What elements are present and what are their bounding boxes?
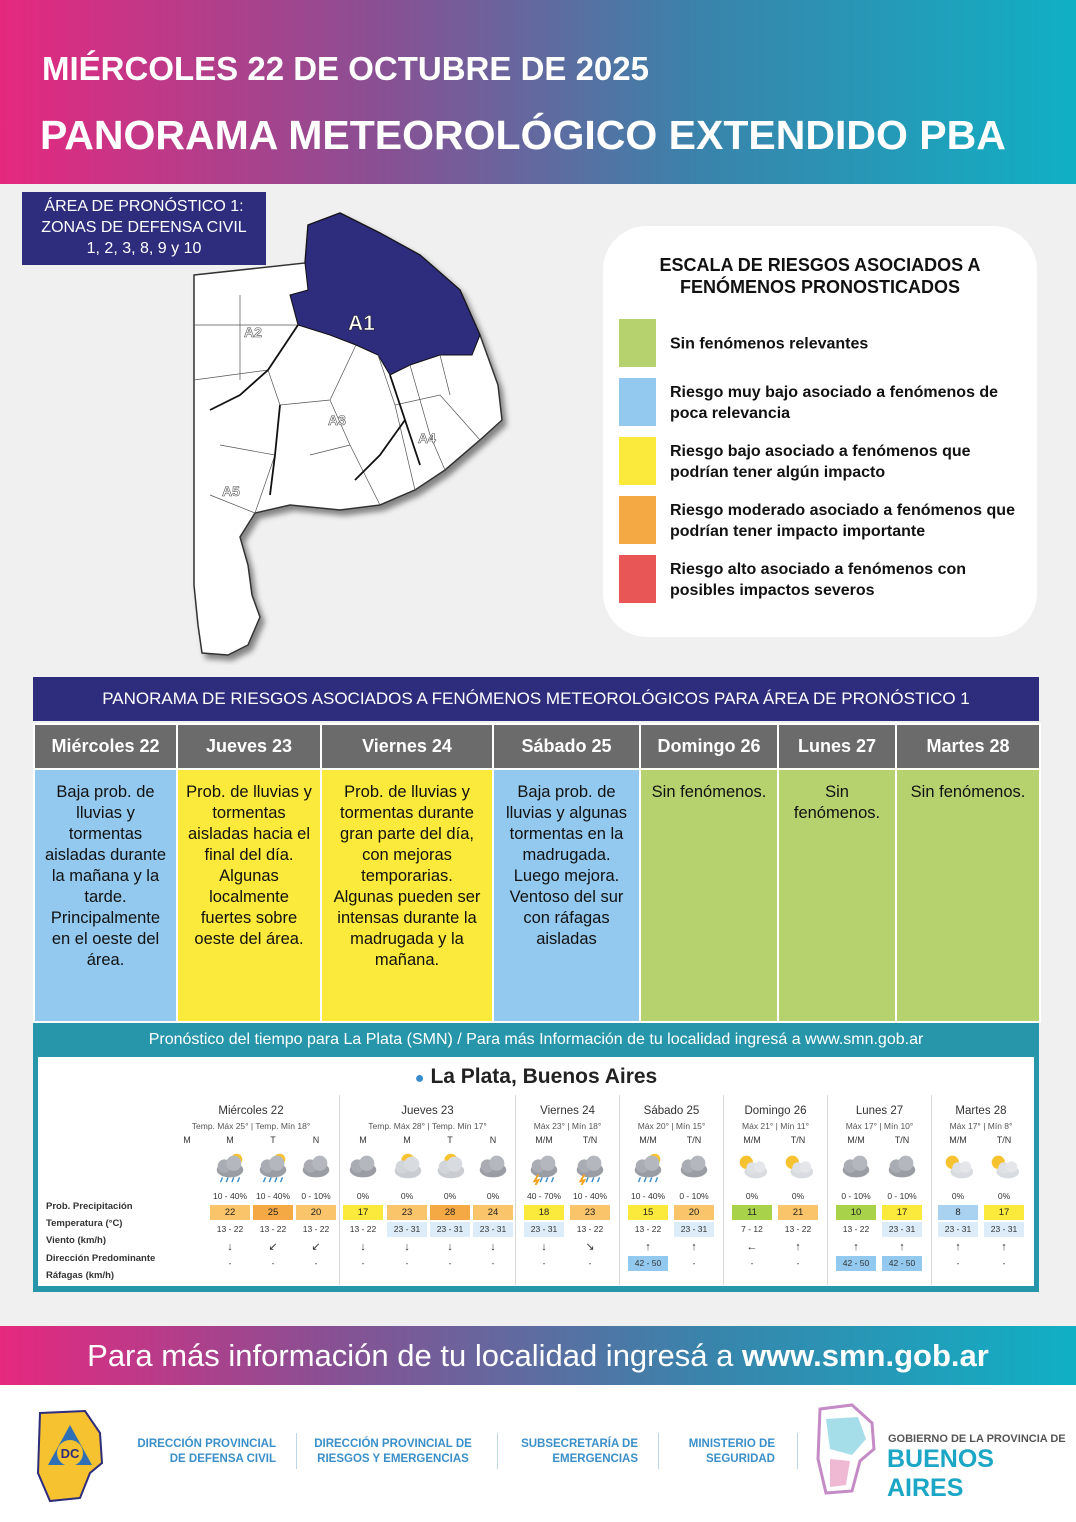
weather-rain-sun-icon xyxy=(210,1149,250,1185)
slot-precip: 0 - 10% xyxy=(841,1191,871,1201)
risk-day-cell: Baja prob. de lluvias y algunas tormentas en la madrugada. Luego mejora. Ventoso del sur con ráfagas aisladas xyxy=(493,769,640,1022)
row-label-gusts: Ráfagas (km/h) xyxy=(46,1270,115,1281)
buenos-aires-emblem xyxy=(812,1399,882,1499)
slot-gust: 42 - 50 xyxy=(836,1256,876,1271)
slot-temp: 8 xyxy=(938,1205,978,1220)
risk-scale-card xyxy=(603,226,1037,637)
slot-temp: 15 xyxy=(628,1205,668,1220)
slot-precip: 0% xyxy=(400,1191,414,1201)
slot-precip: 0 - 10% xyxy=(887,1191,917,1201)
risk-day-header: Lunes 27 xyxy=(778,724,896,769)
forecast-slot xyxy=(628,1135,668,1271)
logos-bar xyxy=(0,1385,1076,1522)
weather-rain-sun-icon xyxy=(253,1149,293,1185)
slot-wind: 13 - 22 xyxy=(259,1224,287,1234)
forecast-day-temps: Máx 17° | Mín 10° xyxy=(845,1121,914,1131)
forecast-day xyxy=(827,1095,931,1285)
forecast-day-temps: Máx 21° | Mín 11° xyxy=(742,1121,809,1131)
slot-temp: 20 xyxy=(674,1205,714,1220)
slot-period: N xyxy=(312,1135,320,1145)
slot-period: T xyxy=(270,1135,276,1145)
risk-swatch xyxy=(619,319,656,367)
risk-scale-item xyxy=(619,378,1019,428)
forecast-day xyxy=(931,1095,1030,1285)
forecast-slot xyxy=(167,1135,207,1257)
forecast-day xyxy=(163,1095,339,1285)
row-label-temp: Temperatura (°C) xyxy=(46,1218,123,1229)
page-title: PANORAMA METEOROLÓGICO EXTENDIDO PBA xyxy=(40,112,1006,158)
risk-scale-item xyxy=(619,319,1019,369)
weather-storm-icon xyxy=(524,1149,564,1185)
weather-blank-icon xyxy=(167,1149,207,1185)
slot-temp: 17 xyxy=(984,1205,1024,1220)
slot-temp: 28 xyxy=(430,1205,470,1220)
wind-direction-arrow-icon: ↑ xyxy=(1001,1241,1007,1253)
slot-precip: 0% xyxy=(486,1191,500,1201)
weather-cloud-icon xyxy=(882,1149,922,1185)
smn-header: Pronóstico del tiempo para La Plata (SMN) / Para más Información de tu localidad ingresá a www.smn.gob.ar xyxy=(148,1031,924,1048)
weather-sun-cloud-icon xyxy=(732,1149,772,1185)
footer-banner xyxy=(0,1326,1076,1385)
slot-gust: - xyxy=(314,1258,318,1268)
slot-precip: 10 - 40% xyxy=(212,1191,248,1201)
risk-swatch xyxy=(619,437,656,485)
footer-text: Para más información de tu localidad ingresá a xyxy=(87,1338,742,1373)
risk-scale-label: Riesgo moderado asociado a fenómenos que podrían tener impacto importante xyxy=(670,502,1015,540)
map-label-a2: A2 xyxy=(244,324,262,340)
forecast-slot xyxy=(984,1135,1024,1271)
slot-wind xyxy=(167,1208,207,1223)
slot-period: T/N xyxy=(894,1135,910,1145)
map-label-a5: A5 xyxy=(222,483,240,499)
forecast-slot xyxy=(430,1135,470,1271)
slot-period: T/N xyxy=(996,1135,1012,1145)
wind-direction-arrow-icon: ↙ xyxy=(268,1241,278,1253)
map-label-a1: A1 xyxy=(348,312,375,335)
risk-day-header: Domingo 26 xyxy=(640,724,778,769)
risk-day-cell: Prob. de lluvias y tormentas aisladas hacia el final del día. Algunas localmente fuertes sobre oeste del área. xyxy=(177,769,321,1022)
slot-wind: 23 - 31 xyxy=(430,1222,470,1237)
slot-wind: 23 - 31 xyxy=(473,1222,513,1237)
header-banner xyxy=(0,0,1076,184)
risk-swatch xyxy=(619,496,656,544)
slot-gust: - xyxy=(692,1258,696,1268)
slot-period: M xyxy=(226,1135,234,1145)
risk-day-header: Martes 28 xyxy=(896,724,1040,769)
risk-day-cell: Baja prob. de lluvias y tormentas aisladas durante la mañana y la tarde. Principalmente en el oeste del área. xyxy=(34,769,177,1022)
risk-scale-label: Riesgo muy bajo asociado a fenómenos de poca relevancia xyxy=(670,384,999,422)
weather-sun-cloud-icon xyxy=(938,1149,978,1185)
forecast-day-temps: Máx 20° | Mín 15° xyxy=(637,1121,706,1131)
slot-temp: 18 xyxy=(524,1205,564,1220)
wind-direction-arrow-icon: ↓ xyxy=(447,1241,453,1253)
forecast-slot xyxy=(882,1135,922,1271)
slot-period: N xyxy=(489,1135,497,1145)
slot-precip: 0% xyxy=(745,1191,759,1201)
slot-temp: 17 xyxy=(343,1205,383,1220)
slot-gust xyxy=(167,1242,207,1257)
risk-swatch xyxy=(619,555,656,603)
forecast-day-name: Miércoles 22 xyxy=(218,1105,284,1117)
slot-temp: 20 xyxy=(296,1205,336,1220)
page-date: MIÉRCOLES 22 DE OCTUBRE DE 2025 xyxy=(42,50,649,87)
slot-wind: 13 - 22 xyxy=(784,1224,812,1234)
wind-direction-arrow-icon: ↓ xyxy=(360,1241,366,1253)
forecast-day-temps: Máx 23° | Mín 18° xyxy=(533,1121,602,1131)
slot-gust: - xyxy=(750,1258,754,1268)
slot-period: T/N xyxy=(582,1135,598,1145)
wind-direction-arrow-icon xyxy=(167,1225,207,1241)
forecast-slot xyxy=(524,1135,564,1271)
forecast-slot xyxy=(570,1135,610,1271)
slot-period: M/M xyxy=(949,1135,967,1145)
slot-wind: 13 - 22 xyxy=(634,1224,662,1234)
weather-rain-sun-icon xyxy=(628,1149,668,1185)
slot-gust: - xyxy=(228,1258,232,1268)
weather-cloud-sun-icon xyxy=(387,1149,427,1185)
forecast-day-name: Jueves 23 xyxy=(401,1105,454,1117)
location-title xyxy=(38,1065,1034,1089)
forecast-day-name: Martes 28 xyxy=(955,1105,1007,1117)
slot-gust: - xyxy=(796,1258,800,1268)
org-riesgos: DIRECCIÓN PROVINCIAL DE RIESGOS Y EMERGENCIAS xyxy=(314,1438,472,1465)
slot-gust: - xyxy=(361,1258,365,1268)
slot-gust: 42 - 50 xyxy=(882,1256,922,1271)
risk-table xyxy=(33,723,1041,1023)
weather-sun-cloud-icon xyxy=(778,1149,818,1185)
slot-wind: 23 - 31 xyxy=(387,1222,427,1237)
risk-day-cell: Sin fenómenos. xyxy=(640,769,778,1022)
weather-sun-cloud-icon xyxy=(984,1149,1024,1185)
wind-direction-arrow-icon: ↑ xyxy=(955,1241,961,1253)
slot-wind: 13 - 22 xyxy=(842,1224,870,1234)
slot-wind: 23 - 31 xyxy=(524,1222,564,1237)
forecast-slot xyxy=(387,1135,427,1271)
weather-cloud-icon xyxy=(674,1149,714,1185)
slot-gust: - xyxy=(1002,1258,1006,1268)
risk-scale-title: ESCALA DE RIESGOS ASOCIADOS A FENÓMENOS PRONOSTICADOS xyxy=(659,255,981,297)
slot-period: M xyxy=(403,1135,411,1145)
slot-gust: - xyxy=(956,1258,960,1268)
row-label-wind: Viento (km/h) xyxy=(46,1235,106,1246)
risk-scale-item xyxy=(619,496,1019,546)
slot-precip: 0% xyxy=(443,1191,457,1201)
org-ministerio: MINISTERIO DE SEGURIDAD xyxy=(688,1438,775,1465)
risk-day-header: Viernes 24 xyxy=(321,724,493,769)
forecast-slot xyxy=(938,1135,978,1271)
forecast-day-name: Domingo 26 xyxy=(744,1105,807,1117)
map-label-a3: A3 xyxy=(328,412,346,428)
slot-precip: 0% xyxy=(997,1191,1011,1201)
forecast-day xyxy=(339,1095,515,1285)
weather-cloud-sun-icon xyxy=(430,1149,470,1185)
area-line-3: 1, 2, 3, 8, 9 y 10 xyxy=(86,240,202,257)
forecast-slot xyxy=(343,1135,383,1271)
forecast-day-name: Lunes 27 xyxy=(855,1105,904,1117)
wind-direction-arrow-icon: ↑ xyxy=(795,1241,801,1253)
slot-period: T xyxy=(447,1135,453,1145)
wind-direction-arrow-icon: ↑ xyxy=(899,1241,905,1253)
divider xyxy=(296,1433,297,1469)
wind-direction-arrow-icon: ↑ xyxy=(691,1241,697,1253)
smn-forecast-widget xyxy=(38,1057,1034,1286)
slot-precip: 10 - 40% xyxy=(630,1191,666,1201)
slot-temp: 11 xyxy=(732,1205,772,1220)
forecast-day xyxy=(619,1095,723,1285)
wind-direction-arrow-icon: ← xyxy=(746,1241,758,1253)
panorama-title: PANORAMA DE RIESGOS ASOCIADOS A FENÓMENOS METEOROLÓGICOS PARA ÁREA DE PRONÓSTICO 1 xyxy=(33,677,1039,721)
divider xyxy=(658,1433,659,1469)
wind-direction-arrow-icon: ↓ xyxy=(404,1241,410,1253)
forecast-area-label xyxy=(22,192,266,265)
slot-period: M/M xyxy=(535,1135,553,1145)
forecast-slot xyxy=(674,1135,714,1271)
slot-temp: 24 xyxy=(473,1205,513,1220)
weather-cloud-icon xyxy=(296,1149,336,1185)
weather-storm-icon xyxy=(570,1149,610,1185)
row-label-direction: Dirección Predominante xyxy=(46,1253,156,1264)
risk-scale-item xyxy=(619,437,1019,487)
forecast-day-temps: Temp. Máx 28° | Temp. Mín 17° xyxy=(368,1121,487,1131)
risk-day-header: Jueves 23 xyxy=(177,724,321,769)
slot-precip: 0% xyxy=(791,1191,805,1201)
forecast-slot xyxy=(473,1135,513,1271)
forecast-day xyxy=(723,1095,827,1285)
slot-gust: - xyxy=(405,1258,409,1268)
risk-swatch xyxy=(619,378,656,426)
forecast-day xyxy=(515,1095,619,1285)
wind-direction-arrow-icon: ↑ xyxy=(645,1241,651,1253)
org-defensa-civil: DIRECCIÓN PROVINCIAL DE DEFENSA CIVIL xyxy=(137,1438,276,1465)
slot-precip: 0% xyxy=(951,1191,965,1201)
province-map xyxy=(180,205,520,665)
slot-precip: 10 - 40% xyxy=(255,1191,291,1201)
slot-period: T/N xyxy=(686,1135,702,1145)
slot-wind: 13 - 22 xyxy=(349,1224,377,1234)
slot-period: T/N xyxy=(790,1135,806,1145)
slot-gust: - xyxy=(542,1258,546,1268)
forecast-slot xyxy=(732,1135,772,1271)
forecast-slot xyxy=(210,1135,250,1271)
slot-temp: 23 xyxy=(570,1205,610,1220)
slot-wind: 23 - 31 xyxy=(674,1222,714,1237)
forecast-slot xyxy=(253,1135,293,1271)
risk-day-header: Sábado 25 xyxy=(493,724,640,769)
slot-temp: 22 xyxy=(210,1205,250,1220)
slot-wind: 23 - 31 xyxy=(938,1222,978,1237)
slot-wind: 23 - 31 xyxy=(882,1222,922,1237)
slot-wind: 13 - 22 xyxy=(216,1224,244,1234)
slot-precip: 40 - 70% xyxy=(526,1191,562,1201)
risk-day-header: Miércoles 22 xyxy=(34,724,177,769)
location-pin-icon: ● xyxy=(414,1070,425,1087)
slot-precip: 0 - 10% xyxy=(301,1191,331,1201)
risk-day-cell: Sin fenómenos. xyxy=(896,769,1040,1022)
row-label-precip: Prob. Precipitación xyxy=(46,1201,133,1212)
forecast-slot xyxy=(836,1135,876,1271)
slot-gust: - xyxy=(271,1258,275,1268)
slot-temp: 21 xyxy=(778,1205,818,1220)
footer-link[interactable]: www.smn.gob.ar xyxy=(741,1338,989,1373)
slot-precip: 0 - 10% xyxy=(679,1191,709,1201)
map-label-a4: A4 xyxy=(418,430,436,446)
forecast-day-name: Viernes 24 xyxy=(540,1105,595,1117)
risk-day-cell: Prob. de lluvias y tormentas durante gran parte del día, con mejoras temporarias. Algunas pueden ser intensas durante la madrugada y la mañana. xyxy=(321,769,493,1022)
divider xyxy=(797,1433,798,1469)
slot-gust: - xyxy=(448,1258,452,1268)
wind-direction-arrow-icon: ↓ xyxy=(227,1241,233,1253)
forecast-day-temps: Máx 17° | Mín 8° xyxy=(949,1121,1013,1131)
risk-scale-label: Sin fenómenos relevantes xyxy=(670,335,869,353)
slot-period: M xyxy=(183,1135,191,1145)
slot-precip: 0% xyxy=(356,1191,370,1201)
risk-scale-label: Riesgo bajo asociado a fenómenos que podrían tener algún impacto xyxy=(670,443,971,481)
weather-cloud-icon xyxy=(836,1149,876,1185)
wind-direction-arrow-icon: ↓ xyxy=(490,1241,496,1253)
slot-temp: 17 xyxy=(882,1205,922,1220)
slot-temp: 10 xyxy=(836,1205,876,1220)
slot-period: M/M xyxy=(639,1135,657,1145)
slot-wind: 23 - 31 xyxy=(984,1222,1024,1237)
slot-wind: 13 - 22 xyxy=(302,1224,330,1234)
slot-temp: 25 xyxy=(253,1205,293,1220)
slot-wind: 13 - 22 xyxy=(576,1224,604,1234)
slot-gust: 42 - 50 xyxy=(628,1256,668,1271)
slot-period: M/M xyxy=(847,1135,865,1145)
location-name: La Plata, Buenos Aires xyxy=(430,1065,658,1088)
wind-direction-arrow-icon: ↑ xyxy=(853,1241,859,1253)
slot-precip: 10 - 40% xyxy=(572,1191,608,1201)
area-line-2: ZONAS DE DEFENSA CIVIL xyxy=(41,219,247,236)
gov-title: BUENOS AIRES xyxy=(887,1445,994,1502)
area-line-1: ÁREA DE PRONÓSTICO 1: xyxy=(44,198,244,215)
divider xyxy=(497,1433,498,1469)
gov-subtitle: GOBIERNO DE LA PROVINCIA DE xyxy=(888,1433,1066,1445)
risk-scale-label: Riesgo alto asociado a fenómenos con posibles impactos severos xyxy=(670,561,967,599)
forecast-slot xyxy=(296,1135,336,1271)
slot-gust: - xyxy=(491,1258,495,1268)
forecast-day-temps: Temp. Máx 25° | Temp. Mín 18° xyxy=(191,1121,311,1131)
forecast-slot xyxy=(778,1135,818,1271)
risk-scale-item xyxy=(619,555,1019,605)
slot-temp: 23 xyxy=(387,1205,427,1220)
slot-period: M xyxy=(359,1135,367,1145)
forecast-day-name: Sábado 25 xyxy=(643,1105,700,1117)
dc-logo-text: DC xyxy=(60,1446,80,1461)
slot-period: M/M xyxy=(743,1135,761,1145)
org-subsecretaria: SUBSECRETARÍA DE EMERGENCIAS xyxy=(521,1438,638,1465)
wind-direction-arrow-icon: ↙ xyxy=(311,1241,321,1253)
weather-cloud-icon xyxy=(343,1149,383,1185)
wind-direction-arrow-icon: ↘ xyxy=(585,1241,595,1253)
slot-wind: 7 - 12 xyxy=(741,1224,763,1234)
defensa-civil-logo xyxy=(30,1403,110,1503)
slot-gust: - xyxy=(588,1258,592,1268)
wind-direction-arrow-icon: ↓ xyxy=(541,1241,547,1253)
smn-forecast-box xyxy=(33,1023,1039,1292)
risk-day-cell: Sin fenómenos. xyxy=(778,769,896,1022)
slot-temp xyxy=(167,1191,207,1206)
weather-cloud-icon xyxy=(473,1149,513,1185)
